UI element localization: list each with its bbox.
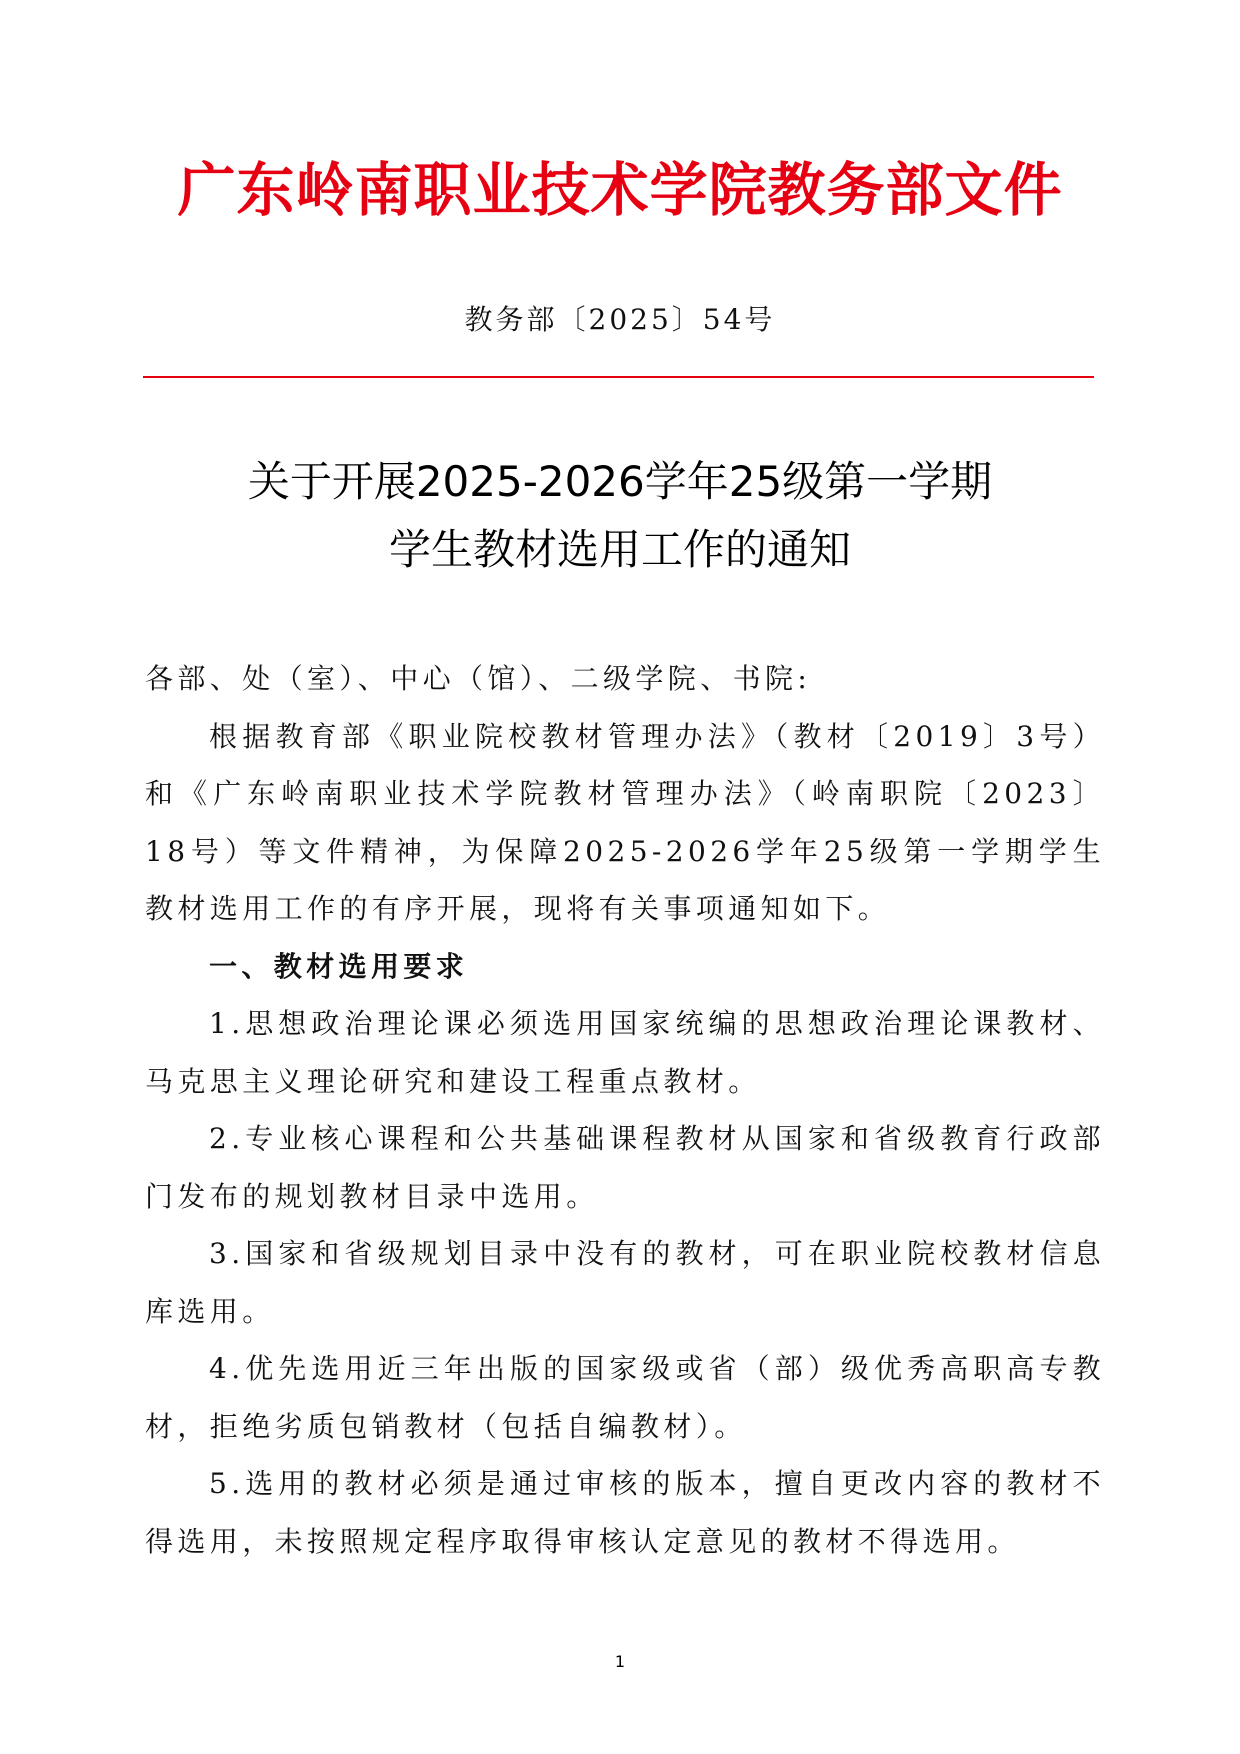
notice-body	[145, 650, 1105, 1570]
notice-title-line-2: 学生教材选用工作的通知	[388, 525, 851, 574]
requirement-item: 4.优先选用近三年出版的国家级或省（部）级优秀高职高专教材，拒绝劣质包销教材（包括自编教材）。	[145, 1352, 1105, 1443]
section-heading: 一、教材选用要求	[209, 949, 469, 983]
requirement-item: 2.专业核心课程和公共基础课程教材从国家和省级教育行政部门发布的规划教材目录中选用。	[145, 1122, 1105, 1213]
requirement-item: 5.选用的教材必须是通过审核的版本，擅自更改内容的教材不得选用，未按照规定程序取得审核认定意见的教材不得选用。	[145, 1467, 1105, 1558]
notice-title-line-1: 关于开展2025-2026学年25级第一学期	[247, 457, 993, 506]
salutation: 各部、处（室）、中心（馆）、二级学院、书院:	[145, 662, 812, 695]
red-divider-line	[143, 376, 1094, 378]
requirement-item: 3.国家和省级规划目录中没有的教材，可在职业院校教材信息库选用。	[145, 1237, 1105, 1328]
page-number: 1	[614, 1652, 626, 1671]
document-number: 教务部〔2025〕54号	[464, 303, 776, 336]
requirement-item: 1.思想政治理论课必须选用国家统编的思想政治理论课教材、马克思主义理论研究和建设工程重点教材。	[145, 1007, 1105, 1098]
intro-paragraph: 根据教育部《职业院校教材管理办法》（教材〔2019〕3号）和《广东岭南职业技术学院教材管理办法》（岭南职院〔2023〕18号）等文件精神，为保障2025-2026学年25级第一学期学生教材选用工作的有序开展，现将有关事项通知如下。	[145, 719, 1105, 925]
issuing-org-title: 广东岭南职业技术学院教务部文件	[177, 156, 1063, 224]
notice-title	[0, 448, 1240, 584]
